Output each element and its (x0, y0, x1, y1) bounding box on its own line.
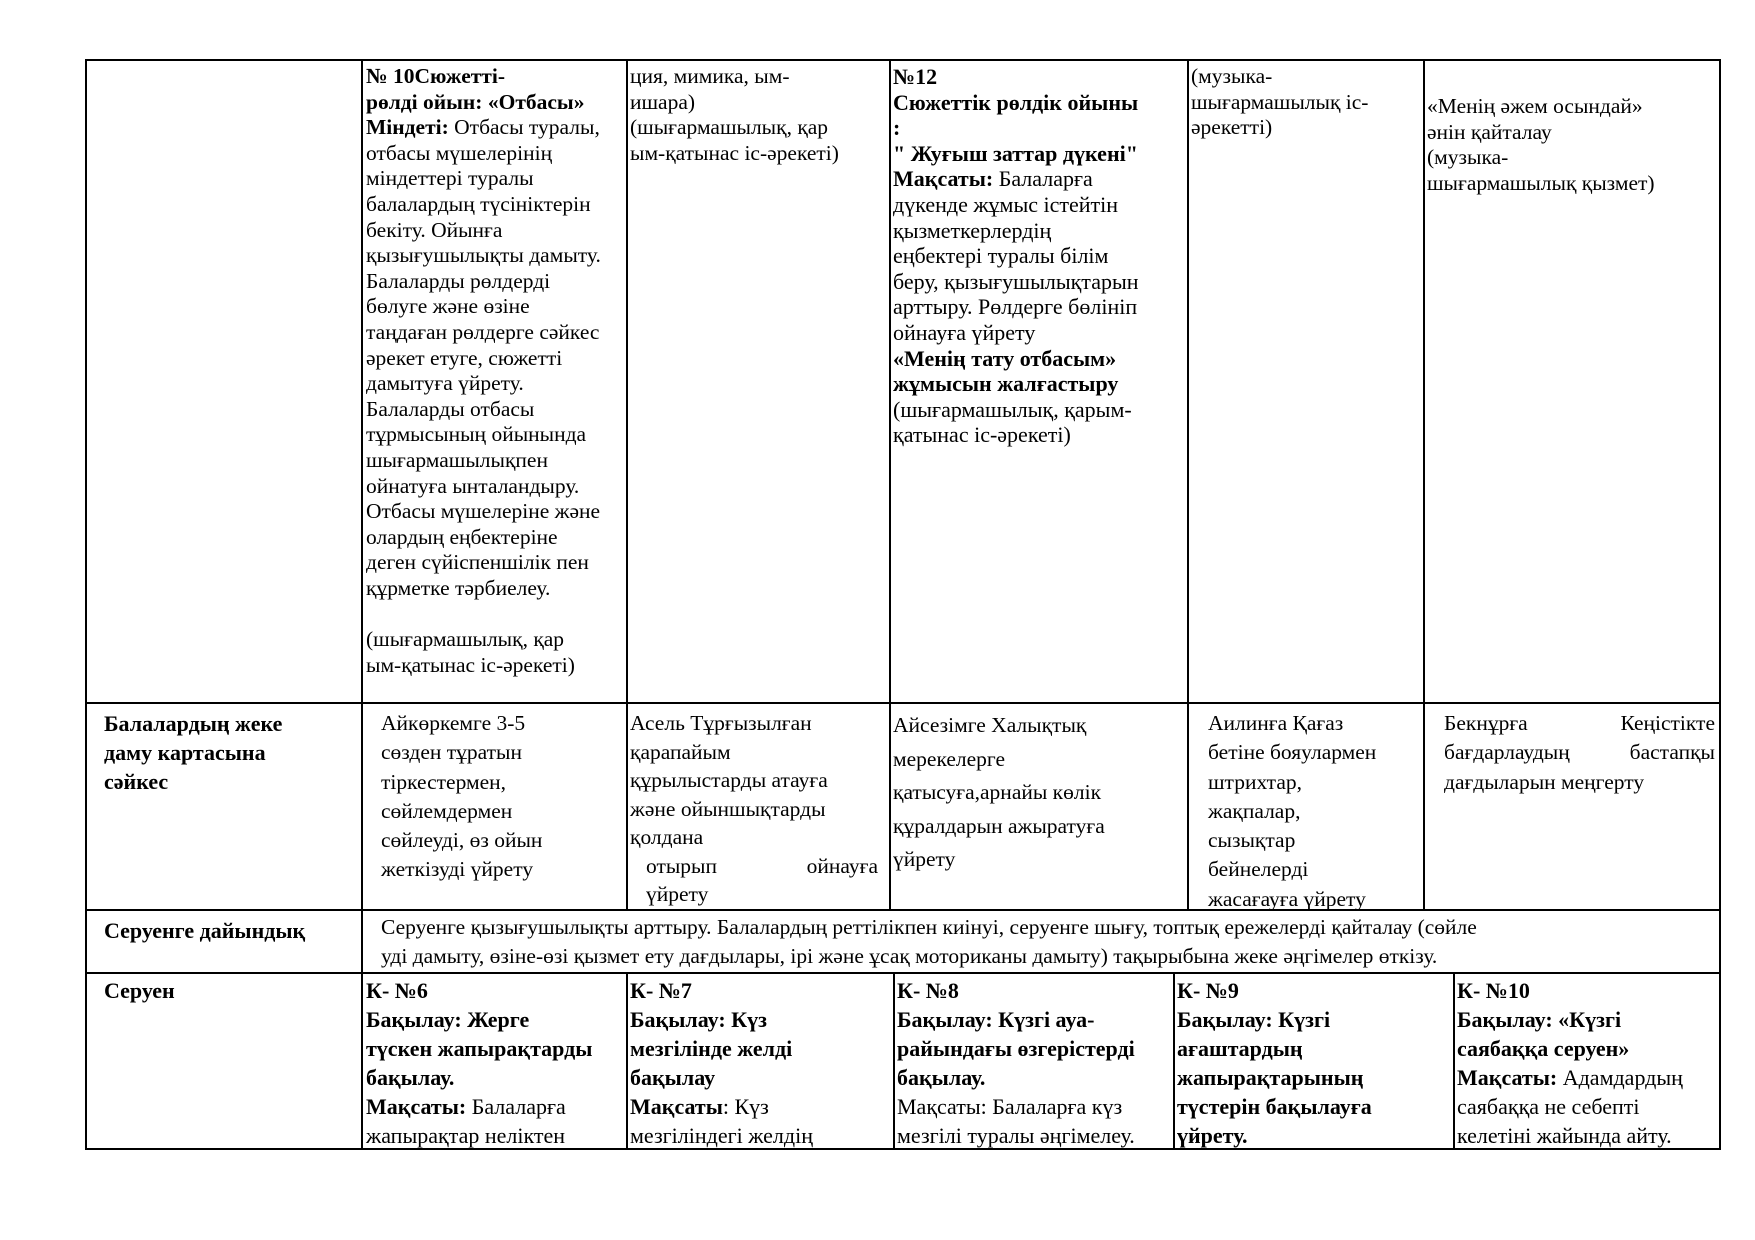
card8-title: К- №8 Бақылау: Күзгі ауа- райындағы өзгерістерді бақылау. (897, 978, 1135, 1090)
goal-first-line: Балаларға (466, 1094, 566, 1119)
goal-label: Мақсаты (630, 1094, 723, 1119)
goal-description: дүкенде жұмыс істейтін қызметкерлердің еңбектері туралы білім беру, қызығушылықтарын арттыру. Рөлдерге бөлініп ойнауға үйрету (893, 191, 1139, 345)
row2-ailin-cell (1208, 709, 1421, 914)
row3-text-cell (381, 913, 1715, 971)
row1-music-activity-cell (1191, 64, 1421, 141)
col-divider-r4-c (1173, 972, 1175, 1150)
row1-game-family-cell (366, 64, 624, 678)
col-divider-r12-c (1187, 59, 1189, 910)
row4-label (104, 976, 359, 1005)
card10-title: К- №10 Бақылау: «Күзгі саябаққа серуен» (1457, 978, 1630, 1061)
table-border-left (85, 59, 87, 1150)
goal-label: Мақсаты: (893, 166, 994, 192)
task-first-line: Отбасы туралы, (448, 115, 600, 140)
table-border-right (1719, 59, 1721, 1150)
game-number-title: № 10Сюжетті- (366, 64, 506, 88)
col-divider-r12-a (626, 59, 628, 910)
row2-aikorkem-cell (381, 709, 589, 885)
music-activity-text: (музыка- шығармашылық іс- әрекетті) (1191, 64, 1369, 140)
col-divider-r4-b (893, 972, 895, 1150)
goal-first-line: Балаларға (993, 166, 1093, 192)
game-name-title: рөлді ойын: «Отбасы» (366, 89, 585, 114)
card9-title: К- №9 Бақылау: Күзгі ағаштардың жапырақтарының түстерін бақылауға үйрету. (1177, 978, 1372, 1148)
task-description: отбасы мүшелерінің міндеттері туралы балалардың түсініктерін бекіту. Ойынға қызығушылықты дамыту. Балаларды рөлдерді бөлуге және өзіне таңдаған рөлдерге сәйкес әрекет етуге, сюжетті дамытуға үйрету. Балаларды отбасы тұрмысының ойынында шығармашылықпен ойнатуға ынталандыру. Отбасы мүшелеріне және олардың еңбектеріне деген сүйіспеншілік пен құрметке тәрбиелеу. (366, 140, 601, 600)
goal-description: саябаққа не себепті келетіні жайында айту. (1457, 1094, 1672, 1148)
asel-text: Асель Тұрғызылған қарапайым құрылыстарды атауға және ойыншықтарды қолдана (630, 711, 828, 849)
label-column-divider (361, 59, 363, 1150)
beknur-word1: Бекнұрға (1444, 711, 1528, 735)
row2-asel-cell (630, 709, 886, 909)
individual-map-label: Балалардың жеке даму картасына сәйкес (104, 711, 283, 794)
row-divider-1 (85, 702, 1720, 704)
goal-label: Мақсаты: (366, 1094, 467, 1119)
walk-preparation-label: Серуенге дайындық (104, 918, 306, 943)
ailin-text: Аилинға Қағаз бетіне бояулармен штрихтар, жақпалар, сызықтар бейнелерді жасағауға үйрету (1208, 711, 1377, 911)
row4-card6-cell (366, 976, 624, 1150)
row4-card7-cell (630, 976, 890, 1150)
beknur-word2: Кеңістікте (1620, 711, 1715, 735)
row2-aisezim-cell (893, 709, 1163, 877)
goal-first-line: : Күз (722, 1094, 769, 1119)
song-text: «Менің әжем осындай» әнін қайталау (музыка- шығармашылық қызмет) (1427, 94, 1655, 195)
row2-label (104, 709, 359, 796)
col-divider-r4-d (1453, 972, 1455, 1150)
goal-description: жапырақтар неліктен (366, 1123, 566, 1148)
card7-title: К- №7 Бақылау: Күз мезгілінде желді бақылау (630, 978, 793, 1090)
aisezim-text: Айсезімге Халықтық мерекелерге қатысуға,арнайы көлік құралдарын ажыратуға үйрету (893, 713, 1105, 871)
row4-card10-cell (1457, 976, 1717, 1150)
mimicry-text: ция, мимика, ым- ишара) (шығармашылық, қар ым-қатынас іс-әрекеті) (630, 64, 839, 165)
table-border-top (85, 59, 1720, 61)
col-divider-r4-a (626, 972, 628, 1150)
work-title: «Менің тату отбасым» жұмысын жалғастыру (893, 345, 1119, 397)
aikorkem-text: Айкөркемге 3-5 сөзден тұратын тіркестермен, сөйлемдермен сөйлеуді, өз ойын жеткізуді үйрету (381, 711, 543, 882)
col-divider-r12-d (1423, 59, 1425, 910)
goal-label: Мақсаты: (1457, 1065, 1558, 1090)
beknur-line2-word2: бастапқы (1629, 740, 1715, 765)
beknur-line2 (1444, 738, 1715, 767)
walk-preparation-line1: Серуенге қызығушылықты арттыру. Балалардың реттілікпен киінуі, серуенге шығу, топтық ережелерді қайталау (сөйле (381, 915, 1477, 939)
goal-first-line: Адамдардың (1557, 1065, 1683, 1090)
asel-tail-word1: отырып (646, 853, 718, 878)
asel-tail-word2: ойнауға (806, 853, 878, 878)
col-divider-r12-b (889, 59, 891, 910)
row-divider-2 (85, 909, 1720, 911)
row1-store-game-cell (893, 64, 1187, 448)
card8-goal: Мақсаты: Балаларға күз мезгілі туралы әңгімелеу. (897, 1094, 1135, 1148)
walk-preparation-line2: уді дамыту, өзіне-өзі қызмет ету дағдылары, ірі және ұсақ моториканы дамыту) тақырыбына жеке әңгімелер өткізу. (381, 944, 1438, 968)
row1-song-cell (1427, 94, 1717, 196)
activity-type: (шығармашылық, қарым- қатынас іс-әрекеті) (893, 396, 1132, 448)
store-game-title: №12 Сюжеттік рөлдік ойыны : " Жуғыш заттар дүкені" (893, 64, 1139, 166)
walk-label: Серуен (104, 978, 175, 1003)
row3-label (104, 916, 359, 945)
task-label: Міндеті: (366, 115, 449, 140)
card6-title: К- №6 Бақылау: Жерге түскен жапырақтарды бақылау. (366, 978, 593, 1090)
asel-tail-line2: үйрету (646, 882, 709, 906)
goal-description: мезгіліндегі желдің (630, 1123, 813, 1148)
asel-tail (630, 852, 886, 881)
beknur-line2-word1: бағдарлаудың (1444, 740, 1570, 765)
beknur-line1 (1444, 709, 1715, 738)
beknur-line3: дағдыларын меңгерту (1444, 769, 1645, 794)
row4-card8-cell (897, 976, 1171, 1150)
activity-type: (шығармашылық, қар ым-қатынас іс-әрекеті) (366, 627, 575, 677)
row-divider-3 (85, 972, 1720, 974)
row4-card9-cell (1177, 976, 1451, 1150)
row1-mimicry-cell (630, 64, 888, 166)
row2-beknur-cell (1444, 709, 1715, 797)
